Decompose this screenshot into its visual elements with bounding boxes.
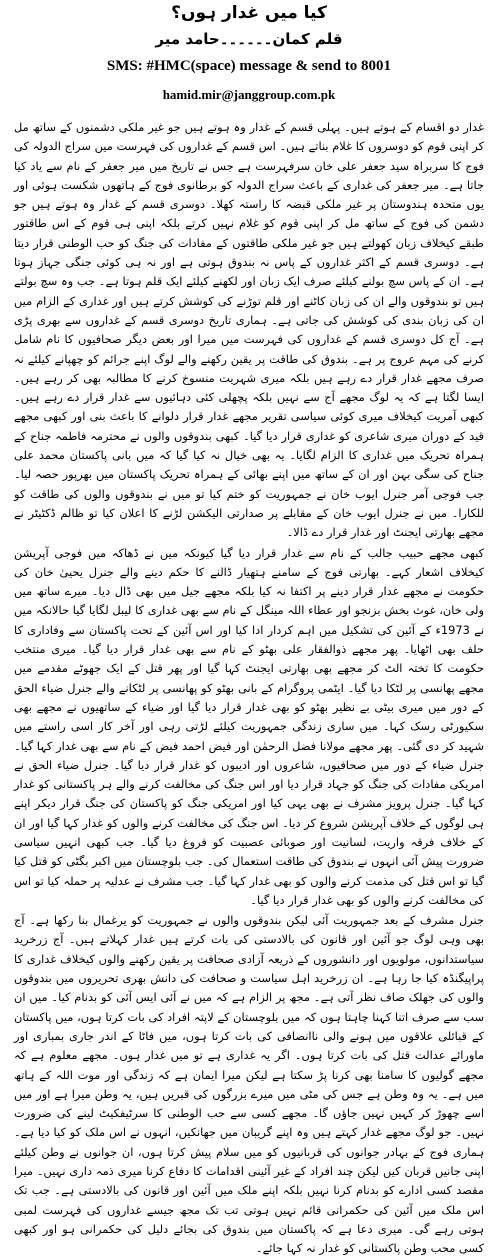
byline: قلم کمان۔۔۔۔۔۔حامد میر	[155, 30, 343, 48]
author-email: hamid.mir@janggroup.com.pk	[162, 87, 336, 102]
article-paragraph: جنرل مشرف کے بعد جمہوریت آئی لیکن بندوقوں والوں نے جمہوریت کو یرغمال بنا رکھا ہے۔ آج بھی وہی لوگ جو آئین اور قانون کی بالادستی کی بات کرتے ہیں غدار کہلاتے ہیں۔ آج زرخرید سیاستدانوں، مولویوں اور دانشوروں کے ذریعہ آزادی صحافت پر یقین رکھنے والوں کیخلاف غداری کا پراپیگنڈہ کیا جا رہا ہے۔ ان زرخرید اہل سیاست و صحافت کی دانش بھری تحریروں میں بندوقوں والوں کی جھلک صاف نظر آتی ہے۔ مجھ پر الزام ہے کہ میں نے آئی ایس آئی کو بدنام کیا۔ میں ان سب سے صرف اتنا کہنا چاہتا ہوں کہ میں بلوچستان کے لاپتہ افراد کی بات کرتا ہوں، میں پاکستان کے قبائلی علاقوں میں ہونے والی ناانصافی کی بات کرتا ہوں، میں فاٹا کے اندر جاری بمباری اور ماورائے عدالت قتل کی بات کرتا ہوں۔ اگر یہ غداری ہے تو میں غدار ہوں۔ مجھے معلوم ہے کہ مجھے گولیوں کا سامنا بھی کرنا پڑ سکتا ہے لیکن میرا ایمان ہے کہ زندگی اور موت اللہ کے ہاتھ میں ہے۔ یہ وہ وطن ہے جس کی مٹی میں میرے بزرگوں کی قبریں ہیں، یہ وطن میرا ہے اور میں اسے چھوڑ کر کہیں نہیں جاؤں گا۔ مجھے کسی سے حب الوطنی کا سرٹیفکیٹ لینے کی ضرورت نہیں۔ جو لوگ مجھے غدار کہتے ہیں وہ اپنے گریبان میں جھانکیں، انہوں نے اس ملک کو کیا دیا ہے۔ ہماری فوج کے بہادر جوانوں کی قربانیوں کو میں سلام پیش کرتا ہوں، ان جوانوں نے وطن کیلئے اپنی جانیں قربان کیں لیکن چند افراد کے غیر آئینی اقدامات کا دفاع کرنا میری ذمہ داری نہیں۔ میرا مقصد کسی ادارے کو بدنام کرنا نہیں بلکہ اپنے ملک میں آئین اور قانون کی بالادستی ہے۔ جب تک اس ملک میں آئین کی حکمرانی قائم نہیں ہوتی تب تک مجھ جیسے غداروں کی فہرست لمبی ہوتی رہے گی۔ میری دعا ہے کہ پاکستان میں بندوق کی بجائے دلیل کی حکمرانی ہو اور کبھی کسی محب وطن پاکستانی کو غدار نہ کہا جائے۔	[14, 913, 484, 1256]
article-paragraph: کبھی مجھے حبیب جالب کے نام سے غدار قرار دیا گیا کیونکہ میں نے ڈھاکہ میں فوجی آپریشن کیخلاف اشعار کہے۔ بھارتی فوج کے سامنے ہتھیار ڈالنے کا حکم دینے والے جنرل یحییٰ خان کی حکومت نے مجھے غدار قرار دینے پر اکتفا نہ کیا بلکہ مجھے جیل میں بھی ڈال دیا۔ میرے ساتھ میں ولی خان، غوث بخش بزنجو اور عطاء اللہ مینگل کے نام سے بھی غداری کا لیبل لگایا گیا حالانکہ میں نے 1973ء کے آئین کی تشکیل میں اہم کردار ادا کیا اور اس آئین کے تحت پاکستان سے وفاداری کا حلف بھی اٹھایا۔ پھر مجھے ذوالفقار علی بھٹو کے نام سے بھی غدار قرار دیا گیا۔ میری منتخب حکومت کا تختہ الٹ کر مجھے بھی بھارتی ایجنٹ کہا گیا اور پھر قتل کے ایک جھوٹے مقدمے میں مجھے پھانسی پر لٹکا دیا گیا۔ ایٹمی پروگرام کے بانی بھٹو کو پھانسی پر لٹکانے والے جنرل ضیاء الحق کے دور میں میری بیٹی بے نظیر بھٹو کو بھی غدار قرار دیا گیا اور ضیاء کے ساتھیوں نے مجھے بھی سکیورٹی رسک کہا۔ میں ساری زندگی جمہوریت کیلئے لڑتی رہی اور آخر کار اسی راستے میں شہید کر دی گئی۔ پھر مجھے مولانا فضل الرحمٰن اور فیض احمد فیض کے نام سے بھی غدار کہا گیا۔ جنرل ضیاء کے دور میں صحافیوں، شاعروں اور ادیبوں کو غدار قرار دیا گیا۔ جنرل ضیاء الحق نے امریکی مفادات کی جنگ کو جہاد قرار دیا اور اس جنگ کی مخالفت کرنے والے ہر پاکستانی کو غدار کہا گیا۔ جنرل پرویز مشرف نے بھی یہی کیا اور امریکی جنگ کو پاکستان کی جنگ قرار دیکر اپنے ہی لوگوں کے خلاف آپریشن شروع کر دیا۔ اس جنگ کی مخالفت کرنے والوں کو غدار کہا گیا اور ان کے خلاف فرقہ واریت، لسانیت اور صوبائی عصبیت کو فروغ دیا گیا۔ جب کبھی انہیں سیاسی ضرورت پیش آئی انہوں نے بندوق کی طاقت استعمال کی۔ جب بلوچستان میں اکبر بگٹی کو قتل کیا گیا تو اس قتل کی مذمت کرنے والوں کو بھی غدار کہا گیا۔ جب مشرف نے عدلیہ پر حملہ کیا تو اس کی مخالفت کرنے والوں کو بھی غدار قرار دیا گیا۔	[14, 545, 484, 907]
article-body	[14, 118, 484, 1256]
article-header	[0, 0, 498, 120]
article-paragraph: غدار دو اقسام کے ہوتے ہیں۔ پہلی قسم کے غدار وہ ہوتے ہیں جو غیر ملکی دشمنوں کے ساتھ مل کر اپنی قوم کو دوسروں کا غلام بناتے ہیں۔ اس قسم کے غداروں کی فہرست میں سراج الدولہ کی فوج کا سربراہ سید جعفر علی خان سرفہرست ہے جس نے تاریخ میں میر جعفر کے نام سے یاد کیا جاتا ہے۔ میر جعفر کی غداری کے باعث سراج الدولہ کو برطانوی فوج کے ہاتھوں شکست ہوئی اور یوں متحدہ ہندوستان پر غیر ملکی قبضہ کا راستہ کھلا۔ دوسری قسم کے غدار وہ ہوتے ہیں جو دشمن کی فوج کے ساتھ مل کر اپنی قوم کو غلام نہیں کرتے بلکہ اپنی ہی قوم کے اس طاقتور طبقے کیخلاف زبان کھولتے ہیں جو غیر ملکی طاقتوں کے مفادات کی جنگ کو حب الوطنی قرار دیتا ہے۔ دوسری قسم کے اکثر غداروں کے پاس نہ بندوق ہوتی ہے اور نہ ہی کوئی جنگی جہاز ہوتا ہے۔ ان کے پاس سچ بولنے کیلئے صرف ایک زبان اور لکھنے کیلئے ایک قلم ہوتا ہے۔ جب وہ سچ بولتے ہیں تو بندوقوں والے ان کی زبان کاٹنے اور قلم توڑنے کی کوشش کرتے ہیں اور غداری کے الزام میں ان کی زبان بندی کی کوشش کی جاتی ہے۔ ہماری تاریخ دوسری قسم کے غداروں سے بھری پڑی ہے۔ آج کل دوسری قسم کے غداروں کی فہرست میں میرا اور بعض دیگر صحافیوں کا نام شامل کرنے کی مہم عروج پر ہے۔ بندوق کی طاقت پر یقین رکھنے والے لوگ اپنے جرائم کو چھپانے کیلئے نہ صرف مجھے غدار قرار دے رہے ہیں بلکہ میری شہریت منسوخ کرنے کا مطالبہ بھی کر رہے ہیں۔ ایسا لگتا ہے کہ یہ لوگ مجھے آج سے نہیں بلکہ پچھلی کئی دہائیوں سے غدار قرار دے رہے ہیں۔ کبھی آمریت کیخلاف میری کوئی سیاسی تقریر مجھے غدار قرار دلوانے کا باعث بنی اور کبھی مجھے قید کے دوران میری شاعری کو غداری قرار دیا گیا۔ کبھی بندوقوں والوں نے محترمہ فاطمہ جناح کے ہمراہ تحریک میں غداری کا الزام لگایا۔ یہ بھی خیال نہ کیا گیا کہ میں بانی پاکستان محمد علی جناح کی سگی بہن اور ان کے ساتھ میں اپنے بھائی کے ہمراہ تحریک پاکستان میں بھرپور حصہ لیا۔ جب فوجی آمر جنرل ایوب خان نے جمہوریت کو ختم کیا تو میں نے بندوقوں والوں کی طاقت کو للکارا۔ میں نے جنرل ایوب خان کے مقابلے پر صدارتی الیکشن لڑنے کا اعلان کیا تو ظالم ڈکٹیٹر نے مجھے بھارتی ایجنٹ اور غدار قرار دے ڈالا۔	[14, 120, 484, 540]
headline: کیا میں غدار ہوں؟	[171, 3, 327, 23]
sms-instruction: SMS: #HMC(space) message & send to 8001	[106, 58, 392, 74]
